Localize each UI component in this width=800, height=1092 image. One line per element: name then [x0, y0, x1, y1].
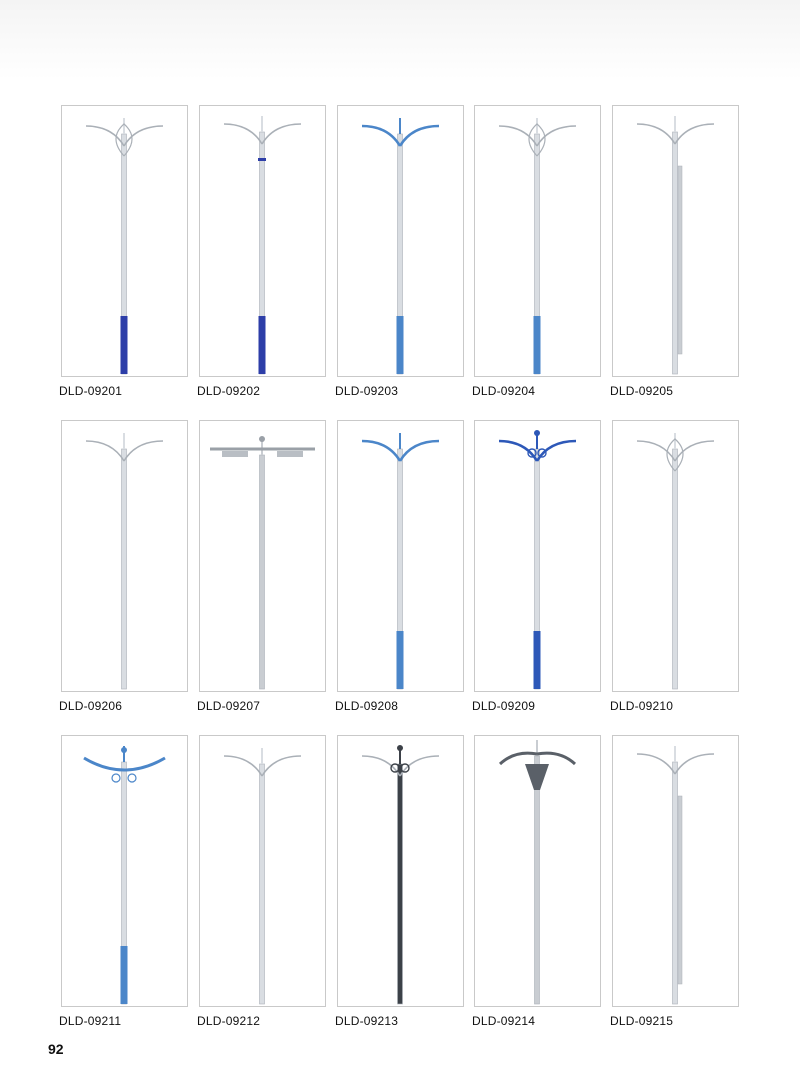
product-code: DLD-09211 [59, 1014, 122, 1028]
product-card[interactable] [197, 735, 326, 1028]
product-image-frame [612, 420, 739, 692]
product-code: DLD-09201 [59, 384, 123, 398]
lamp-pole-illustration [62, 421, 187, 691]
arm-left [499, 126, 537, 146]
product-code: DLD-09205 [610, 384, 674, 398]
arm-right [537, 126, 576, 146]
product-code: DLD-09204 [472, 384, 536, 398]
product-card[interactable] [472, 105, 601, 398]
product-card[interactable] [197, 105, 326, 398]
product-image-frame [612, 105, 739, 377]
product-code: DLD-09208 [335, 699, 399, 713]
product-image-frame [61, 420, 188, 692]
product-code: DLD-09212 [197, 1014, 261, 1028]
product-card[interactable] [335, 105, 464, 398]
twin-shaft [678, 796, 682, 984]
pole-shaft [260, 764, 265, 1004]
product-image-frame [337, 105, 464, 377]
lamp-head-left [222, 451, 248, 457]
arm-left [637, 441, 675, 461]
page-number: 92 [48, 1041, 64, 1057]
lamp-pole-illustration [62, 106, 187, 376]
pole-cap [121, 747, 127, 753]
scroll-ornament [128, 774, 136, 782]
pole-shaft [673, 449, 678, 689]
pole-shaft [673, 132, 678, 374]
lamp-pole-illustration [613, 421, 738, 691]
lamp-pole-illustration [613, 736, 738, 1006]
product-card[interactable] [335, 420, 464, 713]
pole-base-sleeve [397, 631, 404, 689]
arm-right [124, 441, 163, 461]
product-image-frame [474, 420, 601, 692]
pole-base-sleeve [534, 631, 541, 689]
product-image-frame [61, 735, 188, 1007]
pole-cap [397, 745, 403, 751]
product-card[interactable] [59, 735, 188, 1028]
arm-left [637, 124, 675, 144]
scroll-ornament [112, 774, 120, 782]
bracket-plate [525, 764, 549, 790]
pole-base-sleeve [397, 316, 404, 374]
product-image-frame [337, 735, 464, 1007]
product-code: DLD-09209 [472, 699, 536, 713]
lamp-pole-illustration [338, 421, 463, 691]
product-image-frame [61, 105, 188, 377]
product-card[interactable] [59, 420, 188, 713]
lamp-pole-illustration [200, 421, 325, 691]
product-code: DLD-09213 [335, 1014, 399, 1028]
product-code: DLD-09202 [197, 384, 261, 398]
lamp-pole-illustration [200, 736, 325, 1006]
product-image-frame [199, 735, 326, 1007]
arm-right [262, 756, 301, 776]
lamp-pole-illustration [338, 736, 463, 1006]
product-card[interactable] [610, 105, 739, 398]
product-image-frame [199, 420, 326, 692]
pole-shaft [535, 756, 540, 1004]
product-code: DLD-09207 [197, 699, 261, 713]
product-image-frame [474, 735, 601, 1007]
lamp-pole-illustration [475, 106, 600, 376]
arm-left [224, 756, 262, 776]
pole-shaft [260, 455, 265, 689]
lamp-pole-illustration [475, 736, 600, 1006]
pole-ring [258, 158, 266, 161]
twin-shaft [678, 166, 682, 354]
product-code: DLD-09214 [472, 1014, 536, 1028]
arm-left [637, 754, 675, 774]
arm-right [537, 441, 576, 461]
arm-right [675, 754, 714, 774]
arm-right [124, 126, 163, 146]
product-card[interactable] [610, 735, 739, 1028]
lamp-pole-illustration [613, 106, 738, 376]
product-code: DLD-09210 [610, 699, 674, 713]
arm-left [224, 124, 262, 144]
arm-right [675, 441, 714, 461]
pole-base-sleeve [534, 316, 541, 374]
pole-shaft [122, 449, 127, 689]
pole-cap [259, 436, 265, 442]
product-code: DLD-09215 [610, 1014, 674, 1028]
lamp-pole-illustration [475, 421, 600, 691]
arm-right [537, 753, 575, 764]
arm-left [362, 756, 400, 776]
product-image-frame [199, 105, 326, 377]
pole-cap [534, 430, 540, 436]
arm-left [86, 441, 124, 461]
arm-left [86, 126, 124, 146]
lamp-pole-illustration [62, 736, 187, 1006]
product-image-frame [474, 105, 601, 377]
pole-base-sleeve [121, 316, 128, 374]
lamp-pole-illustration [338, 106, 463, 376]
arm-left [362, 441, 400, 461]
pole-base-sleeve [259, 316, 266, 374]
product-image-frame [612, 735, 739, 1007]
lamp-head-right [277, 451, 303, 457]
arm-right [400, 441, 439, 461]
lamp-pole-illustration [200, 106, 325, 376]
product-card[interactable] [472, 735, 601, 1028]
arm-left [500, 753, 537, 764]
arm-left [499, 441, 537, 461]
product-card[interactable] [59, 105, 188, 398]
arm-right [400, 756, 439, 776]
pole-shaft [398, 764, 403, 1004]
product-code: DLD-09206 [59, 699, 123, 713]
arm-right [262, 124, 301, 144]
product-card[interactable] [335, 735, 464, 1028]
product-card[interactable] [610, 420, 739, 713]
arm-right [675, 124, 714, 144]
product-card[interactable] [472, 420, 601, 713]
pole-base-sleeve [121, 946, 128, 1004]
product-code: DLD-09203 [335, 384, 399, 398]
arm-left [362, 126, 400, 146]
product-image-frame [337, 420, 464, 692]
arm-right [400, 126, 439, 146]
pole-shaft [673, 762, 678, 1004]
product-card[interactable] [197, 420, 326, 713]
